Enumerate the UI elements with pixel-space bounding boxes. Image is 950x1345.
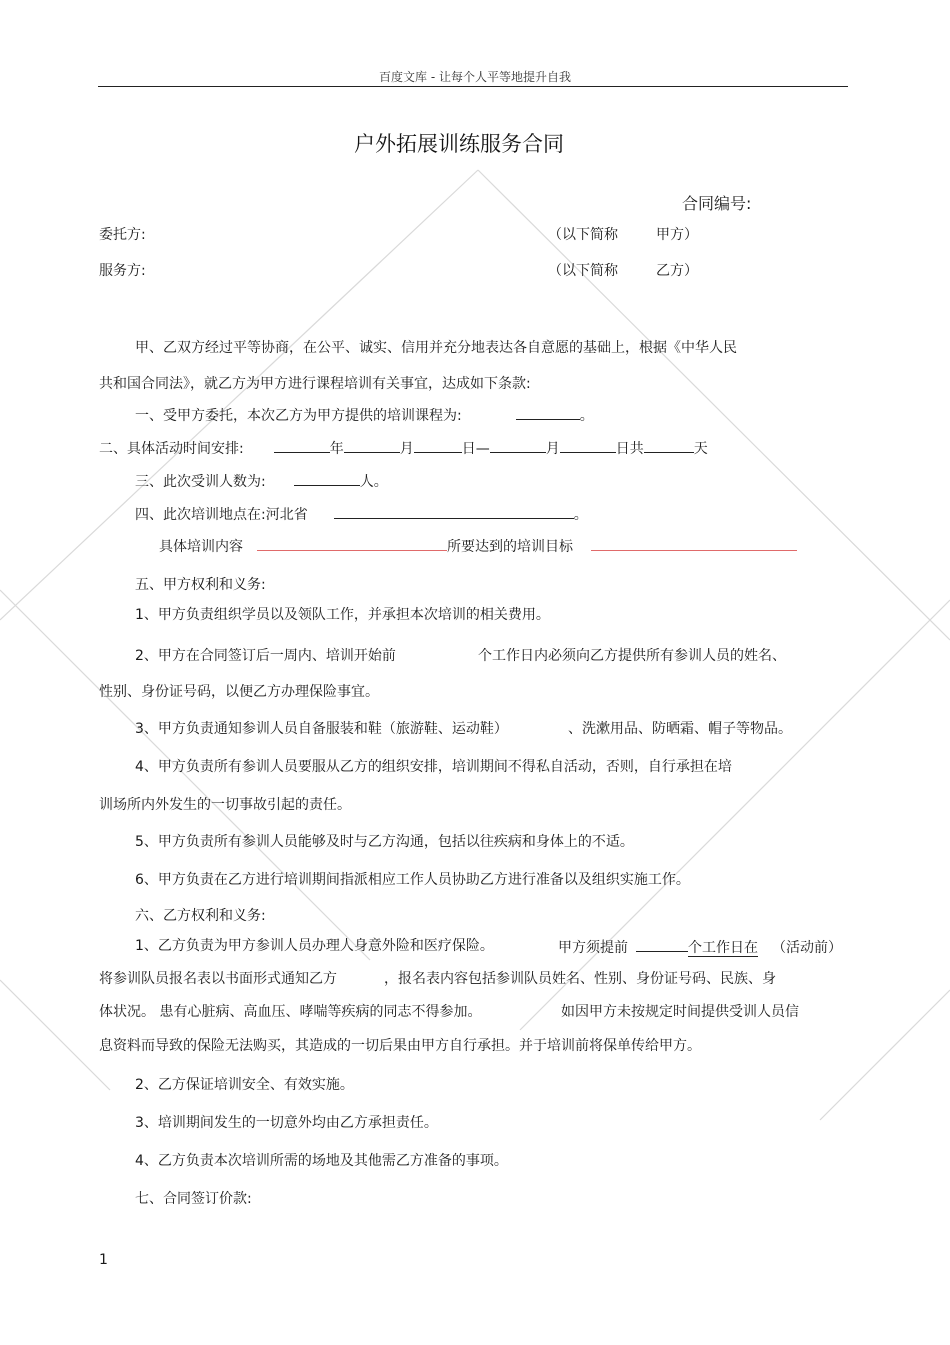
goal-label: 所要达到的培训目标 <box>447 539 573 555</box>
section-5-item-3b: 、洗漱用品、防晒霜、帽子等物品。 <box>568 721 792 737</box>
section-5-item-5: 5、甲方负责所有参训人员能够及时与乙方沟通，包括以往疾病和身体上的不适。 <box>135 834 634 850</box>
preamble-line-1: 甲、乙双方经过平等协商，在公平、诚实、信用并充分地表达各自意愿的基础上，根据《中华人民 <box>135 340 737 356</box>
section-7-heading: 七、合同签订价款: <box>135 1191 252 1207</box>
total-days-blank[interactable] <box>644 438 694 453</box>
client-short: 甲方） <box>656 227 698 243</box>
clause-4-label: 四、此次培训地点在:河北省 <box>135 507 308 523</box>
section-6-item-1d: （活动前） <box>772 940 842 956</box>
clause-2 <box>99 438 708 458</box>
section-6-item-1f: ，报名表内容包括参训队员姓名、性别、身份证号码、民族、身 <box>384 971 776 987</box>
content-blank[interactable] <box>257 536 447 551</box>
month2-label: 月 <box>545 441 560 457</box>
client-alias: （以下简称 <box>548 227 618 243</box>
clause-4-end: 。 <box>573 507 588 523</box>
clause-2-label: 二、具体活动时间安排: <box>99 441 244 457</box>
clause-1 <box>135 405 594 425</box>
section-5-item-6: 6、甲方负责在乙方进行培训期间指派相应工作人员协助乙方进行准备以及组织实施工作。 <box>135 872 690 888</box>
section-5-item-4a: 4、甲方负责所有参训人员要服从乙方的组织安排，培训期间不得私自活动，否则，自行承担在培 <box>135 759 732 775</box>
client-label: 委托方: <box>99 227 146 243</box>
provider-alias: （以下简称 <box>548 263 618 279</box>
clause-4 <box>135 504 588 524</box>
goal-blank[interactable] <box>591 536 797 551</box>
provider-label: 服务方: <box>99 263 146 279</box>
section-6-item-2: 2、乙方保证培训安全、有效实施。 <box>135 1077 354 1093</box>
preamble-line-2: 共和国合同法》，就乙方为甲方进行课程培训有关事宜，达成如下条款: <box>99 376 531 392</box>
provider-short: 乙方） <box>656 263 698 279</box>
section-6-item-1i: 息资料而导致的保险无法购买，其造成的一切后果由甲方自行承担。并于培训前将保单传给甲方。 <box>99 1038 701 1054</box>
header-rule <box>98 86 848 87</box>
month-label: 月 <box>399 441 414 457</box>
contract-number-label: 合同编号: <box>682 194 752 213</box>
end-day-blank[interactable] <box>560 438 616 453</box>
section-6-item-1a: 1、乙方负责为甲方参训人员办理人身意外险和医疗保险。 <box>135 938 494 954</box>
section-6-item-1c: 个工作日在 <box>688 940 758 956</box>
section-5-item-4b: 训场所内外发生的一切事故引起的责任。 <box>99 797 351 813</box>
section-6-heading: 六、乙方权利和义务: <box>135 908 266 924</box>
section-5-item-2b: 个工作日内必须向乙方提供所有参训人员的姓名、 <box>478 648 786 664</box>
section-6-item-1-tail <box>558 937 842 957</box>
section-6-item-3: 3、培训期间发生的一切意外均由乙方承担责任。 <box>135 1115 438 1131</box>
start-day-blank[interactable] <box>414 438 462 453</box>
clause-1-end: 。 <box>579 408 594 424</box>
clause-1-text: 一、受甲方委托，本次乙方为甲方提供的培训课程为: <box>135 408 462 424</box>
section-5-item-1: 1、甲方负责组织学员以及领队工作，并承担本次培训的相关费用。 <box>135 607 550 623</box>
section-6-item-4: 4、乙方负责本次培训所需的场地及其他需乙方准备的事项。 <box>135 1153 508 1169</box>
section-5-item-2a: 2、甲方在合同签订后一周内、培训开始前 <box>135 648 396 664</box>
day-total-label: 日共 <box>615 441 644 457</box>
content-line <box>159 536 797 556</box>
page-number: 1 <box>99 1252 108 1268</box>
clause-3-label: 三、此次受训人数为: <box>135 474 266 490</box>
trainee-count-blank[interactable] <box>294 471 360 486</box>
clause-3-unit: 人。 <box>359 474 388 490</box>
end-month-blank[interactable] <box>490 438 546 453</box>
running-header: 百度文库 - 让每个人平等地提升自我 <box>379 70 571 84</box>
section-6-item-1g: 体状况。 患有心脏病、高血压、哮喘等疾病的同志不得参加。 <box>99 1004 482 1020</box>
section-6-item-1h: 如因甲方未按规定时间提供受训人员信 <box>561 1004 799 1020</box>
content-label: 具体培训内容 <box>159 539 243 555</box>
year-label: 年 <box>329 441 344 457</box>
start-year-blank[interactable] <box>274 438 330 453</box>
advance-days-blank[interactable] <box>636 937 688 952</box>
days-label: 天 <box>693 441 708 457</box>
document-title: 户外拓展训练服务合同 <box>354 132 564 156</box>
section-5-item-2c: 性别、身份证号码，以便乙方办理保险事宜。 <box>99 684 379 700</box>
section-6-item-1e: 将参训队员报名表以书面形式通知乙方 <box>99 971 337 987</box>
clause-3 <box>135 471 388 491</box>
section-5-heading: 五、甲方权利和义务: <box>135 577 266 593</box>
section-6-item-1b: 甲方须提前 <box>558 940 628 956</box>
location-blank[interactable] <box>334 504 574 519</box>
section-5-item-3a: 3、甲方负责通知参训人员自备服装和鞋（旅游鞋、运动鞋） <box>135 721 508 737</box>
course-blank[interactable] <box>516 405 580 420</box>
day-dash-label: 日— <box>461 441 490 457</box>
start-month-blank[interactable] <box>344 438 400 453</box>
